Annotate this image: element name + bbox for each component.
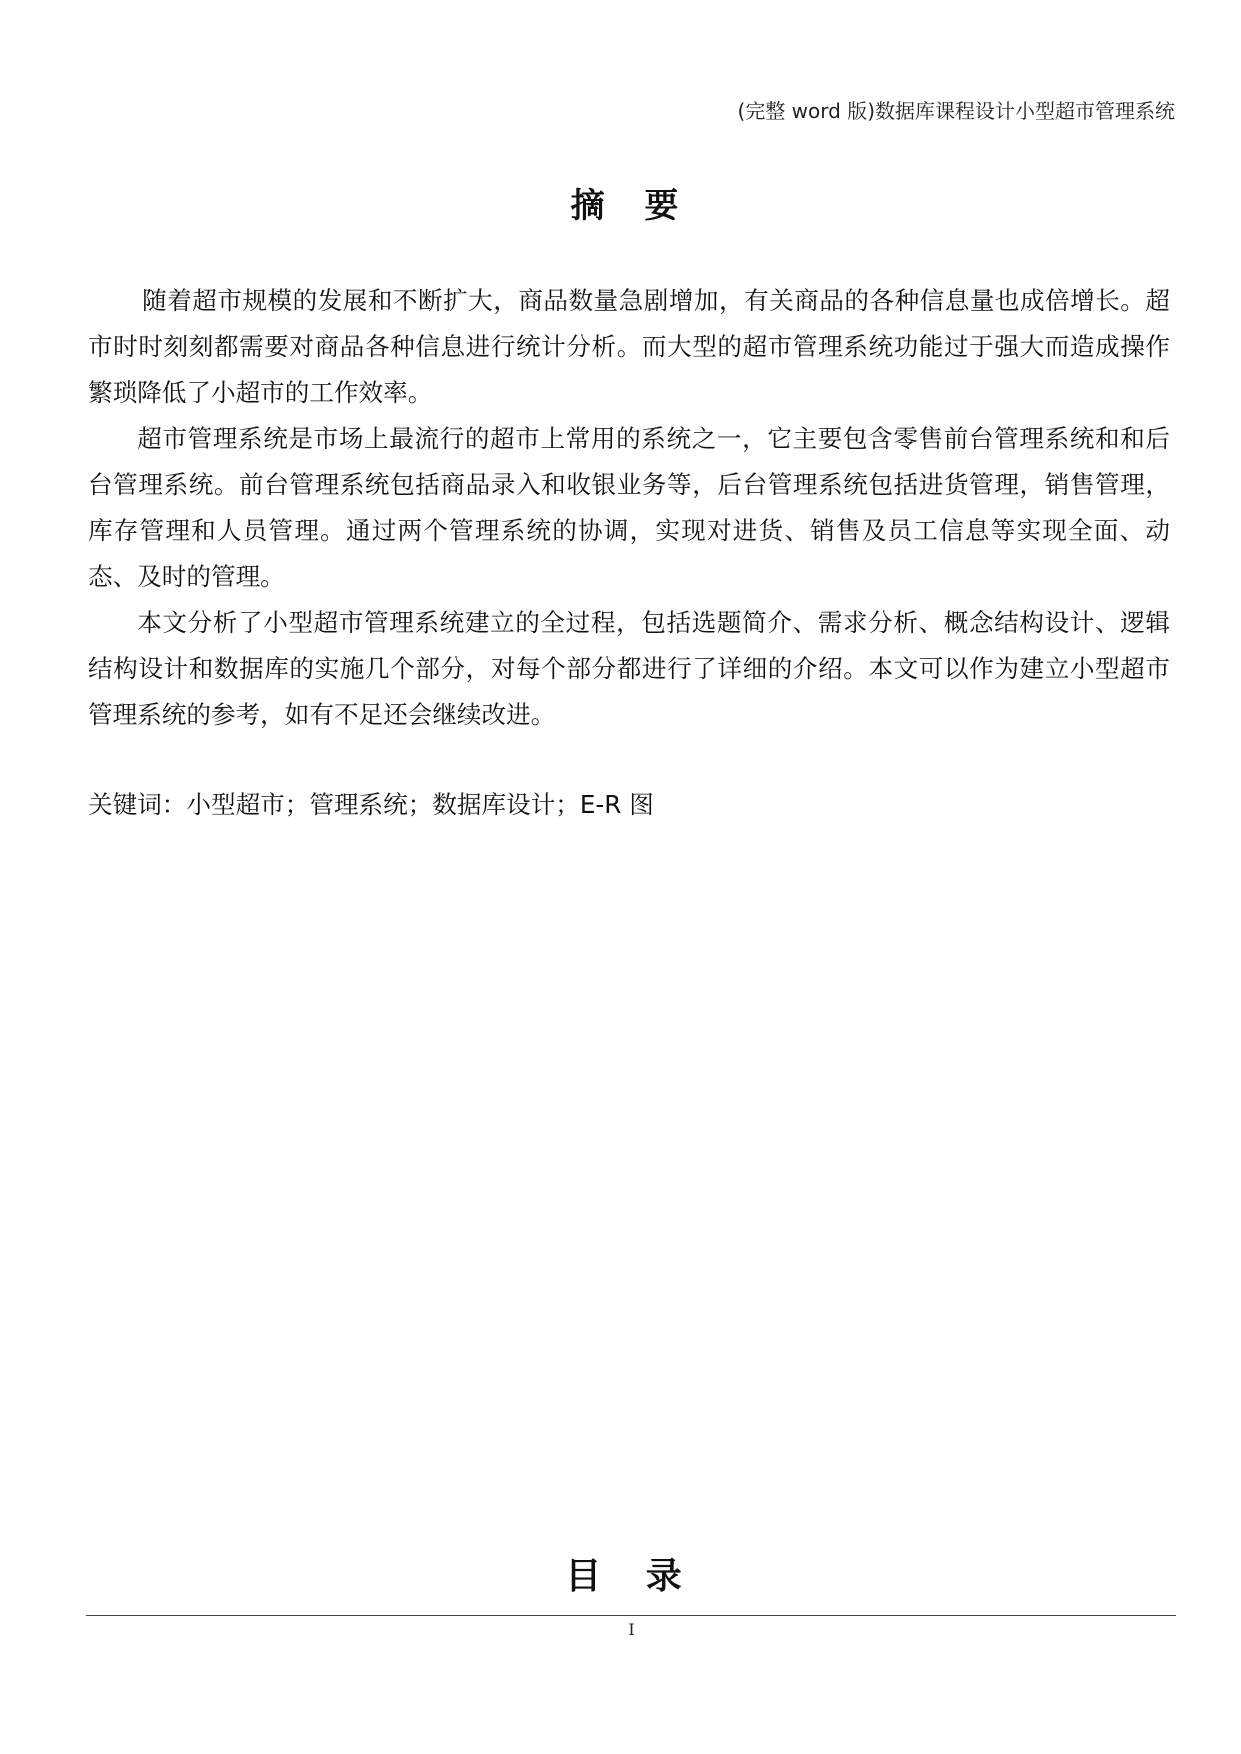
toc-title: 目 录 xyxy=(565,1556,698,1597)
page-number: I xyxy=(628,1620,635,1639)
footer-divider xyxy=(86,1615,1176,1616)
abstract-title: 摘 要 xyxy=(570,186,693,226)
abstract-paragraph-3: 本文分析了小型超市管理系统建立的全过程，包括选题简介、需求分析、概念结构设计、逻辑结构设计和数据库的实施几个部分，对每个部分都进行了详细的介绍。本文可以作为建立小型超市管理系统的参考，如有不足还会继续改进。 xyxy=(88,608,1170,729)
keywords-line: 关键词：小型超市；管理系统；数据库设计；E-R 图 xyxy=(88,790,654,819)
abstract-body xyxy=(88,278,1170,738)
running-header: (完整 word 版)数据库课程设计小型超市管理系统 xyxy=(737,99,1175,123)
abstract-paragraph-1: 随着超市规模的发展和不断扩大，商品数量急剧增加，有关商品的各种信息量也成倍增长。超市时时刻刻都需要对商品各种信息进行统计分析。而大型的超市管理系统功能过于强大而造成操作繁琐降低了小超市的工作效率。 xyxy=(88,286,1170,407)
abstract-paragraph-2: 超市管理系统是市场上最流行的超市上常用的系统之一，它主要包含零售前台管理系统和和后台管理系统。前台管理系统包括商品录入和收银业务等，后台管理系统包括进货管理，销售管理，库存管理和人员管理。通过两个管理系统的协调，实现对进货、销售及员工信息等实现全面、动态、及时的管理。 xyxy=(88,424,1170,591)
